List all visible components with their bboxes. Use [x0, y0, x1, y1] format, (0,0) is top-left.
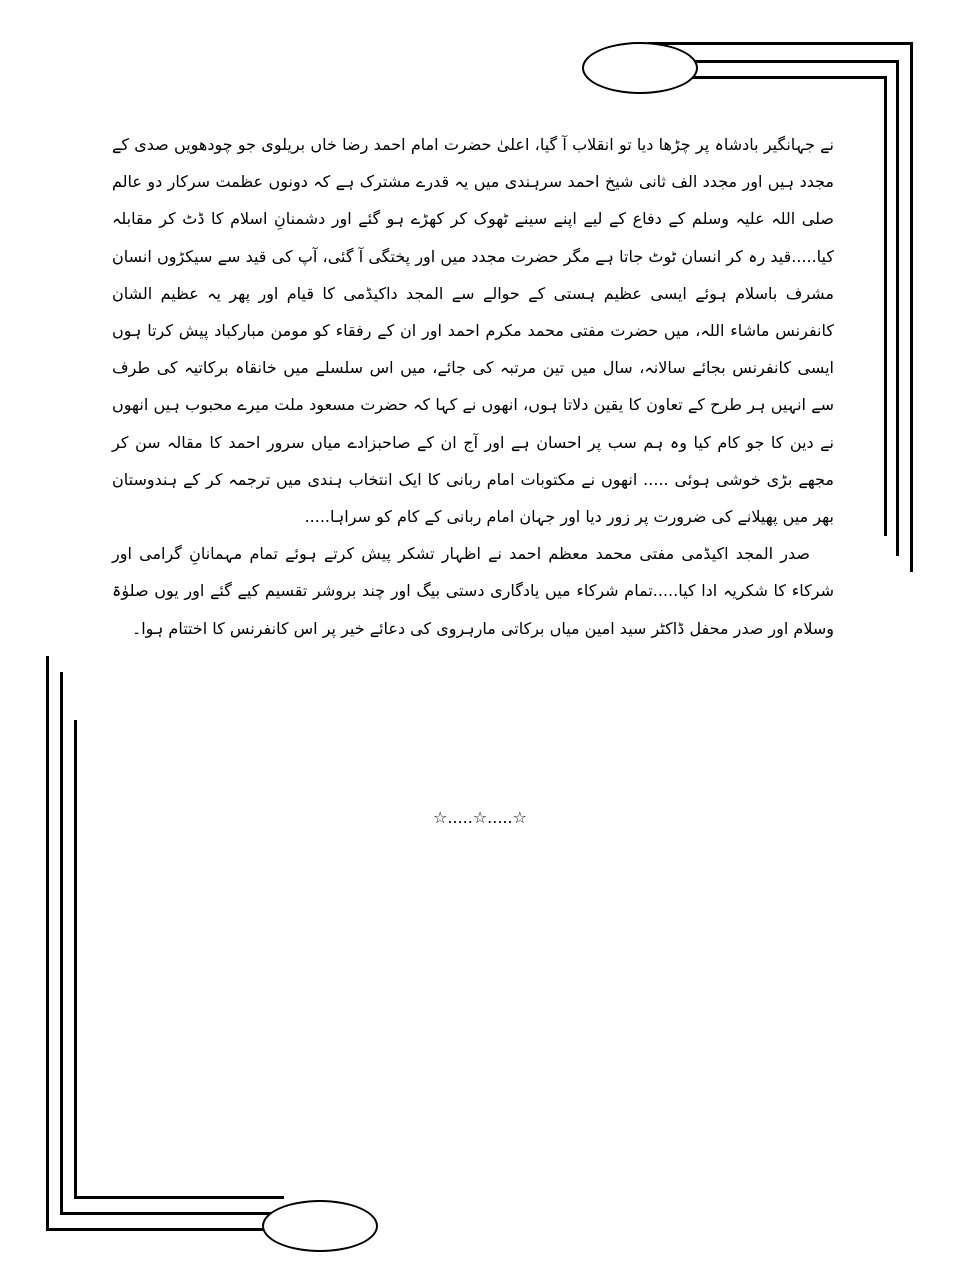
- frame-bottom-line-outer: [46, 1228, 278, 1231]
- frame-right-line-middle: [896, 60, 899, 556]
- frame-left-line-outer: [46, 656, 49, 1230]
- article-text: [112, 126, 834, 647]
- paragraph-2: صدر المجد اکیڈمی مفتی محمد معظم احمد نے اظہار تشکر پیش کرتے ہوئے تمام مہمانانِ گرامی اور شرکاء کا شکریہ ادا کیا.....تمام شرکاء میں یادگاری دستی بیگ اور چند بروشر تقسیم کیے گئے اور یوں صلوٰۃ وسلام اور صدر محفل ڈاکٹر سید امین میاں برکاتی مارہروی کی دعائے خیر پر اس کانفرنس کا اختتام ہوا۔: [112, 544, 834, 638]
- frame-left-line-middle: [60, 672, 63, 1214]
- frame-right-line-outer: [910, 42, 913, 572]
- frame-top-line-innermost: [690, 76, 886, 79]
- closing-star-ornament: ☆.....☆.....☆: [433, 808, 527, 827]
- frame-bottom-line-middle: [60, 1212, 272, 1215]
- frame-top-line-inner: [690, 60, 898, 63]
- paragraph-1: نے جہانگیر بادشاہ پر چڑھا دیا تو انقلاب آ گیا، اعلیٰ حضرت امام احمد رضا خاں بریلوی جو چودھویں صدی کے مجدد ہیں اور مجدد الف ثانی شیخ احمد سرہندی میں یہ قدرے مشترک ہے کہ دونوں عظمت سرکار دو عالم صلی اللہ علیہ وسلم کے دفاع کے لیے اپنے سینے ٹھوک کر کھڑے ہو گئے اور دشمنانِ اسلام کا ڈٹ کر مقابلہ کیا.....قید رہ کر انسان ٹوٹ جاتا ہے مگر حضرت مجدد میں اور پختگی آ گئی، آپ کی قید سے سیکڑوں انسان مشرف باسلام ہوئے ایسی عظیم ہستی کے حوالے سے المجد داکیڈمی کا قیام اور پھر یہ عظیم الشان کانفرنس ماشاء اللہ، میں حضرت مفتی محمد مکرم احمد اور ان کے رفقاء کو مومن مبارکباد پیش کرتا ہوں ایسی کانفرنس بجائے سالانہ، سال میں تین مرتبہ کی جائے، میں اس سلسلے میں خانقاہ برکاتیہ کی طرف سے انہیں ہر طرح کے تعاون کا یقین دلاتا ہوں، انھوں نے کہا کہ حضرت مسعود ملت میرے محبوب ہیں انھوں نے دین کا جو کام کیا وہ ہم سب پر احسان ہے اور آج ان کے صاحبزادے میاں سرور احمد کا مقالہ سن کر مجھے بڑی خوشی ہوئی ..... انھوں نے مکتوبات امام ربانی کا ایک انتخاب ہندی میں ترجمہ کر کے ہندوستان بھر میں پھیلانے کی ضرورت پر زور دیا اور جہان امام ربانی کے کام کو سراہا.....: [112, 135, 834, 527]
- frame-bottom-line-inner: [74, 1196, 284, 1199]
- frame-top-line: [648, 42, 912, 45]
- frame-right-line-inner: [884, 76, 887, 536]
- frame-top-oval: [582, 42, 698, 94]
- frame-bottom-oval: [262, 1200, 378, 1252]
- frame-left-line-inner: [74, 720, 77, 1198]
